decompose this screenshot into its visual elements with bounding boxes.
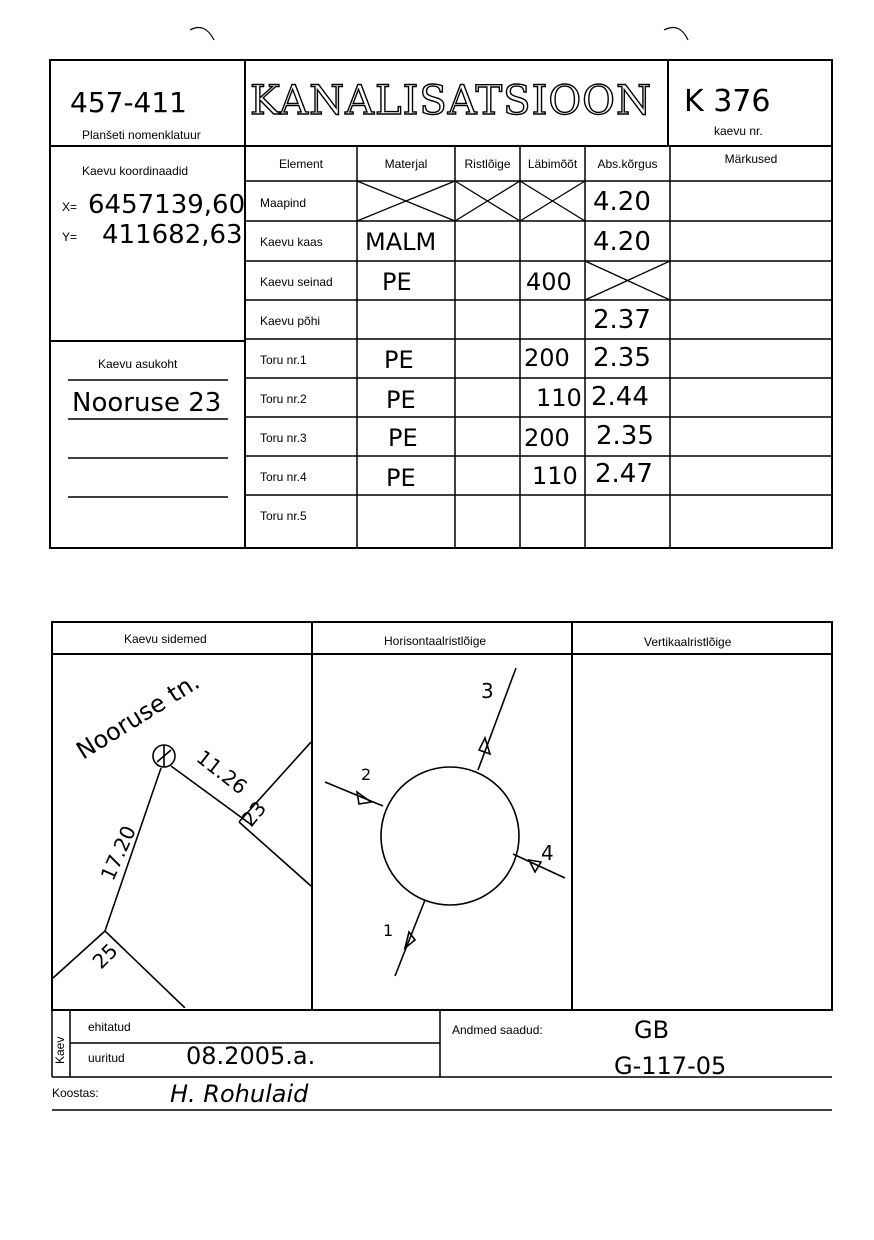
pipe-2-line bbox=[325, 782, 383, 806]
row-element: Kaevu seinad bbox=[260, 275, 333, 289]
row-element: Toru nr.3 bbox=[260, 431, 307, 445]
pipe-3-label: 3 bbox=[481, 679, 494, 703]
col-header-cross: Ristlõige bbox=[464, 156, 511, 171]
row-element: Kaevu kaas bbox=[260, 235, 323, 249]
row-diameter: 110 bbox=[536, 384, 582, 412]
col-header-diameter: Läbimõõt bbox=[527, 156, 578, 171]
building-25-edge bbox=[105, 931, 185, 1008]
row-diameter: 400 bbox=[526, 268, 572, 296]
col-header-material: Materjal bbox=[384, 156, 428, 171]
row-height: 2.37 bbox=[593, 305, 651, 335]
row-height: 2.35 bbox=[593, 343, 651, 373]
row-material: PE bbox=[388, 424, 418, 452]
horizontal-section-label: Horisontaalristlõige bbox=[384, 634, 487, 648]
row-diameter: 200 bbox=[524, 344, 570, 372]
building-23-label: 23 bbox=[236, 796, 272, 832]
building-23-edge bbox=[239, 822, 311, 886]
row-element: Kaevu põhi bbox=[260, 314, 321, 328]
row-height: 2.47 bbox=[595, 459, 653, 489]
surveyed-value: 08.2005.a. bbox=[186, 1042, 316, 1070]
x-prefix: X= bbox=[62, 200, 78, 214]
pipe-4-label: 4 bbox=[541, 841, 554, 865]
row-height: 4.20 bbox=[593, 187, 651, 217]
col-header-notes: Märkused bbox=[724, 152, 778, 166]
data-source-value-2: G-117-05 bbox=[614, 1052, 727, 1080]
pipe-2-label: 2 bbox=[361, 765, 372, 784]
row-material: PE bbox=[384, 346, 414, 374]
sheet-number: 457-411 bbox=[70, 86, 187, 119]
built-label: ehitatud bbox=[88, 1020, 131, 1034]
street-label: Nooruse tn. bbox=[71, 667, 205, 766]
tie-distance-1: 11.26 bbox=[191, 745, 252, 800]
tie-distance-2: 17.20 bbox=[95, 821, 141, 885]
well-number-label: kaevu nr. bbox=[714, 124, 763, 138]
row-material: PE bbox=[386, 464, 416, 492]
compiled-label: Koostas: bbox=[52, 1086, 99, 1100]
ties-sketch bbox=[53, 656, 311, 1008]
row-material: MALM bbox=[365, 228, 437, 256]
row-diameter: 110 bbox=[532, 462, 578, 490]
row-element: Toru nr.4 bbox=[260, 470, 307, 484]
x-coordinate: 6457139,60 bbox=[88, 190, 246, 220]
well-outline bbox=[381, 767, 519, 905]
row-element: Toru nr.2 bbox=[260, 392, 307, 406]
vertical-section-label: Vertikaalristlõige bbox=[644, 635, 732, 649]
col-header-element: Element bbox=[278, 156, 324, 171]
compiled-value: H. Rohulaid bbox=[170, 1080, 309, 1108]
well-number: K 376 bbox=[684, 84, 771, 119]
pipe-1-line bbox=[395, 900, 425, 976]
side-label: Kaev bbox=[53, 1036, 67, 1064]
row-element: Maapind bbox=[260, 196, 307, 210]
ties-label: Kaevu sidemed bbox=[124, 632, 207, 646]
location-label: Kaevu asukoht bbox=[98, 357, 178, 371]
row-material: PE bbox=[382, 268, 412, 296]
location-value: Nooruse 23 bbox=[72, 388, 222, 418]
data-source-value-1: GB bbox=[634, 1016, 670, 1044]
y-prefix: Y= bbox=[62, 230, 78, 244]
coordinates-label: Kaevu koordinaadid bbox=[82, 164, 189, 178]
y-coordinate: 411682,63 bbox=[102, 220, 243, 250]
pipe-1-label: 1 bbox=[383, 921, 394, 940]
sheet-number-label: Planšeti nomenklatuur bbox=[82, 128, 201, 142]
row-height: 2.44 bbox=[591, 382, 649, 412]
form-title: KANALISATSIOON bbox=[250, 78, 652, 124]
row-height: 2.35 bbox=[596, 421, 654, 451]
data-source-label: Andmed saadud: bbox=[452, 1023, 543, 1037]
row-element: Toru nr.5 bbox=[260, 509, 307, 523]
surveyed-label: uuritud bbox=[88, 1051, 125, 1065]
building-25-label: 25 bbox=[87, 938, 123, 974]
row-diameter: 200 bbox=[524, 424, 570, 452]
row-element: Toru nr.1 bbox=[260, 353, 307, 367]
row-height: 4.20 bbox=[593, 227, 651, 257]
row-material: PE bbox=[386, 386, 416, 414]
cross-section-sketch bbox=[313, 656, 571, 1008]
col-header-height: Abs.kõrgus bbox=[597, 156, 658, 171]
